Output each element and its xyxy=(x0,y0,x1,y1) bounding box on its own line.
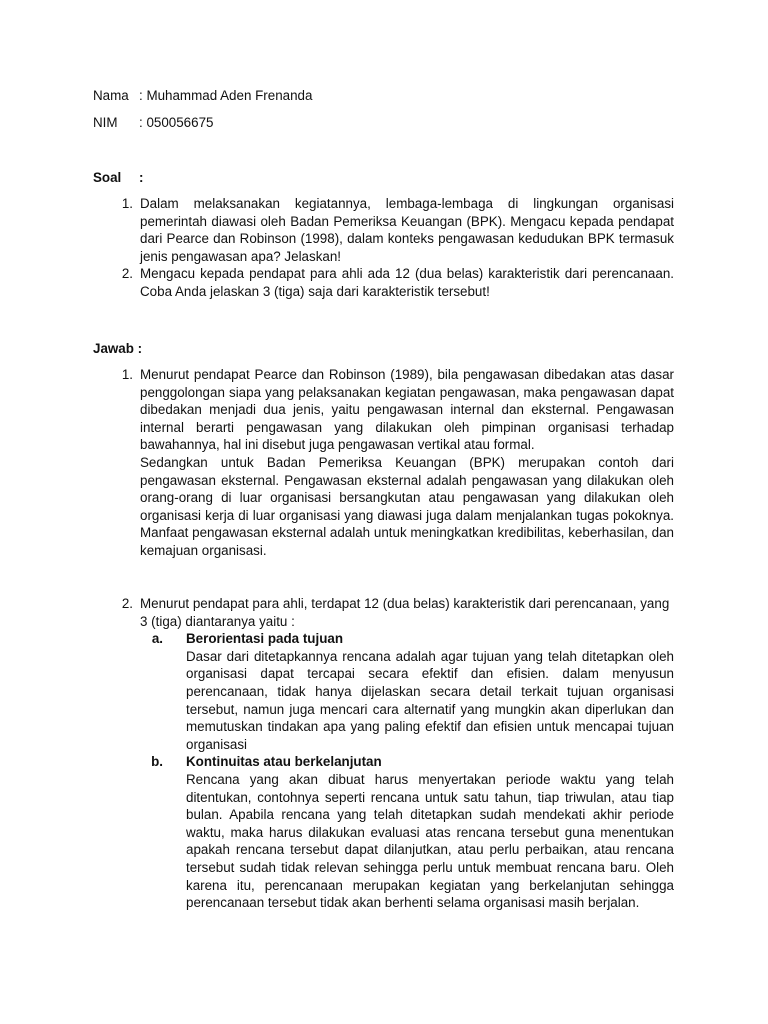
soal-colon: : xyxy=(139,170,144,185)
name-label: Nama xyxy=(93,88,129,103)
soal-item-text: Mengacu kepada pendapat para ahli ada 12 (dua belas) karakteristik dari perencanaan. Coba Anda jelaskan 3 (tiga) saja dari karakteristik tersebut! xyxy=(140,266,674,299)
soal-heading-row xyxy=(93,169,143,187)
nim-value: : 050056675 xyxy=(139,115,214,130)
nim-label: NIM xyxy=(93,115,118,130)
answer-number: 2. xyxy=(121,596,133,611)
answer-2-sub-b xyxy=(140,753,674,911)
answer-2-intro: Menurut pendapat para ahli, terdapat 12 (dua belas) karakteristik dari perencanaan, yang 3 (tiga) diantaranya yaitu : xyxy=(140,596,670,629)
jawab-heading: Jawab : xyxy=(93,341,143,356)
answer-1-paragraph-2: Sedangkan untuk Badan Pemeriksa Keuangan (BPK) merupakan contoh dari pengawasan eksternal. Pengawasan eksternal adalah pengawasan yang dilakukan oleh orang-orang di luar organisasi bersangkutan atau pengawasan yang dilakukan oleh organisasi kerja di luar organisasi yang diawasi juga dalam menjalankan tugas pokoknya. Manfaat pengawasan eksternal adalah untuk meningkatkan kredibilitas, keberhasilan, dan kemajuan organisasi. xyxy=(140,454,674,558)
answer-number: 1. xyxy=(121,367,133,382)
answer-1 xyxy=(113,366,674,560)
nim-row xyxy=(93,114,213,132)
answer-1-paragraph-1: Menurut pendapat Pearce dan Robinson (1989), bila pengawasan dibedakan atas dasar penggolongan siapa yang pelaksanakan kegiatan pengawasan, maka pengawasan dapat dibedakan menjadi dua jenis, yaitu pengawasan internal dan eksternal. Pengawasan internal berarti pengawasan yang dilakukan oleh pimpinan organisasi terhadap bawahannya, hal ini disebut juga pengawasan vertikal atau formal. xyxy=(140,367,674,453)
soal-item-number: 2. xyxy=(121,266,133,282)
sub-letter: b. xyxy=(151,754,163,770)
name-row xyxy=(93,87,312,105)
answer-2-sub-a xyxy=(140,630,674,753)
soal-item xyxy=(113,195,674,265)
sub-text: Rencana yang akan dibuat harus menyertakan periode waktu yang telah ditentukan, contohnya seperti rencana untuk satu tahun, tiap triwulan, atau tiap bulan. Apabila rencana yang telah ditetapkan sudah mendekati akhir periode waktu, maka harus dilakukan evaluasi atas rencana tersebut guna menentukan apakah rencana tersebut dapat dilanjutkan, atau perlu perbaikan, atau rencana tersebut sudah tidak relevan sehingga perlu untuk membuat rencana baru. Oleh karena itu, perencanaan merupakan kegiatan yang berkelanjutan sehingga perencanaan tersebut tidak akan berhenti selama organisasi masih berjalan. xyxy=(186,771,674,911)
soal-list xyxy=(113,195,674,301)
sub-title: Kontinuitas atau berkelanjutan xyxy=(186,754,382,770)
sub-text: Dasar dari ditetapkannya rencana adalah agar tujuan yang telah ditetapkan oleh organisasi dapat tercapai secara efektif dan efisien. dalam menyusun perencanaan, tidak hanya dijelaskan secara detail terkait tujuan organisasi tersebut, namun juga mencari cara alternatif yang mungkin akan diperlukan dan memutuskan tindakan apa yang paling efektif dan efisien untuk mencapai tujuan organisasi xyxy=(186,648,674,752)
name-value: : Muhammad Aden Frenanda xyxy=(139,88,313,103)
sub-title: Berorientasi pada tujuan xyxy=(186,631,344,647)
soal-item-text: Dalam melaksanakan kegiatannya, lembaga-lembaga di lingkungan organisasi pemerintah diawasi oleh Badan Pemeriksa Keuangan (BPK). Mengacu kepada pendapat dari Pearce dan Robinson (1998), dalam konteks pengawasan kedudukan BPK termasuk jenis pengawasan apa? Jelaskan! xyxy=(140,196,674,264)
soal-heading: Soal xyxy=(93,170,122,185)
soal-item-number: 1. xyxy=(121,196,133,211)
sub-letter: a. xyxy=(151,631,163,647)
soal-item xyxy=(113,265,674,300)
answer-2 xyxy=(113,595,674,912)
